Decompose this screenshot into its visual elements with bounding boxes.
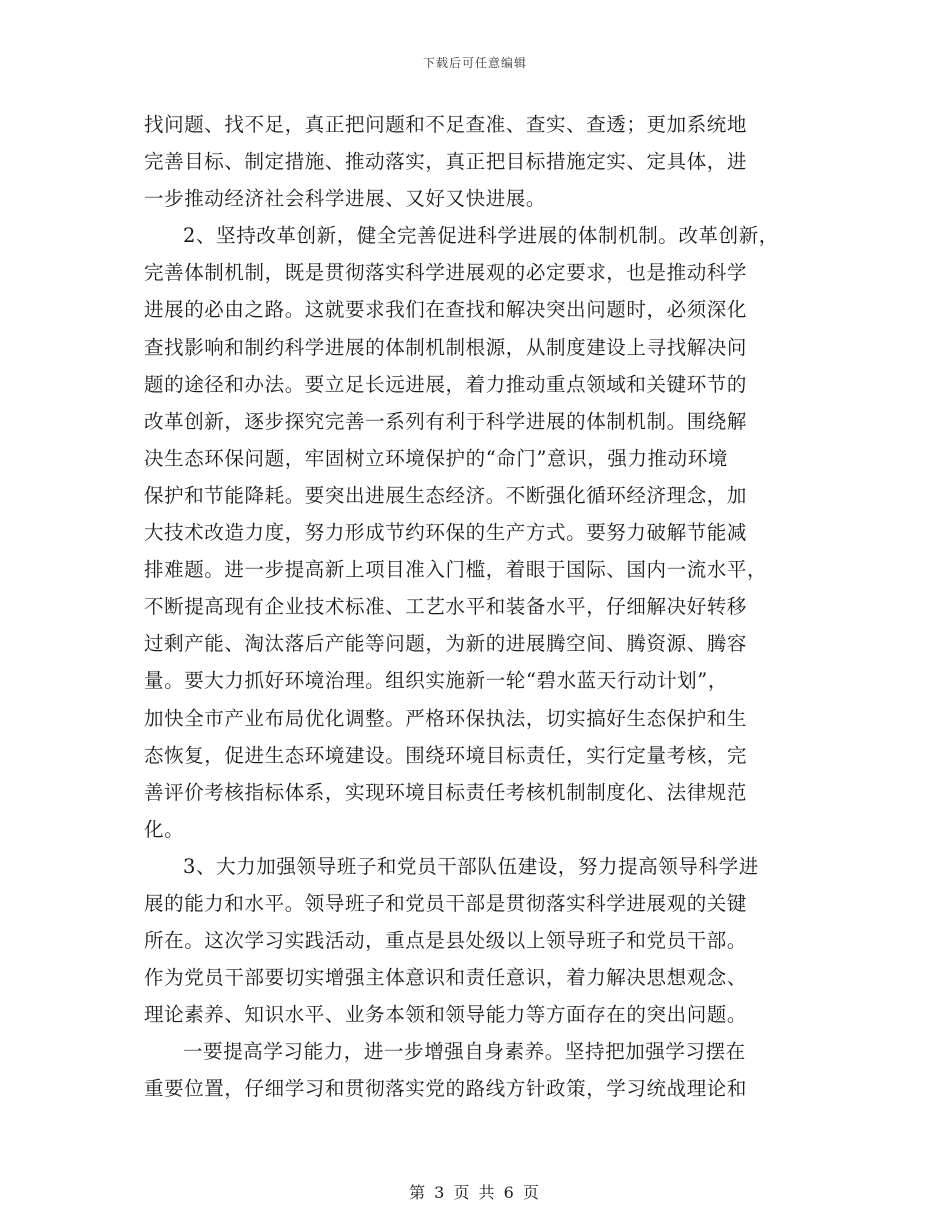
text-line: 一要提高学习能力，进一步增强自身素养。坚持把加强学习摆在: [183, 1040, 746, 1064]
text-line: 完善目标、制定措施、推动落实，真正把目标措施定实、定具体，进: [144, 150, 748, 174]
text-line: 态恢复，促进生态环境建设。围绕环境目标责任，实行定量考核，完: [144, 743, 748, 767]
text-line: 保护和节能降耗。要突出进展生态经济。不断强化循环经济理念，加: [144, 483, 748, 507]
text-line: 不断提高现有企业技术标准、工艺水平和装备水平，仔细解决好转移: [144, 595, 748, 619]
text-line: 量。要大力抓好环境治理。组织实施新一轮“碧水蓝天行动计划”，: [144, 669, 728, 693]
page-number: 第 3 页 共 6 页: [409, 1183, 541, 1202]
text-line: 排难题。进一步提高新上项目准入门槛，着眼于国际、国内一流水平，: [144, 558, 768, 582]
text-line: 善评价考核指标体系，实现环境目标责任考核机制制度化、法律规范: [144, 780, 748, 804]
text-line: 找问题、找不足，真正把问题和不足查准、查实、查透；更加系统地: [144, 113, 748, 136]
text-line: 查找影响和制约科学进展的体制机制根源，从制度建设上寻找解决问: [144, 335, 748, 359]
text-line: 过剩产能、淘汰落后产能等问题，为新的进展腾空间、腾资源、腾容: [144, 632, 748, 656]
document-body: [144, 106, 806, 1108]
text-line: 3、大力加强领导班子和党员干部队伍建设，努力提高领导科学进: [183, 854, 759, 878]
text-line: 展的能力和水平。领导班子和党员干部是贯彻落实科学进展观的关键: [144, 891, 748, 915]
text-line: 决生态环保问题，牢固树立环境保护的“命门”意识，强力推动环境: [144, 446, 728, 470]
text-line: 化。: [144, 817, 185, 841]
text-line: 完善体制机制，既是贯彻落实科学进展观的必定要求，也是推动科学: [144, 261, 748, 285]
page-header: 下载后可任意编辑: [422, 56, 527, 70]
text-line: 理论素养、知识水平、业务本领和领导能力等方面存在的突出问题。: [144, 1003, 748, 1027]
text-line: 2、坚持改革创新，健全完善促进科学进展的体制机制。改革创新，: [183, 224, 779, 248]
text-line: 进展的必由之路。这就要求我们在查找和解决突出问题时，必须深化: [144, 298, 748, 322]
text-line: 重要位置，仔细学习和贯彻落实党的路线方针政策，学习统战理论和: [144, 1077, 748, 1101]
text-line: 加快全市产业布局优化调整。严格环保执法，切实搞好生态保护和生: [144, 706, 748, 730]
text-line: 改革创新，逐步探究完善一系列有利于科学进展的体制机制。围绕解: [144, 409, 748, 433]
text-line: 大技术改造力度，努力形成节约环保的生产方式。要努力破解节能减: [144, 521, 748, 545]
text-line: 题的途径和办法。要立足长远进展，着力推动重点领域和关键环节的: [144, 372, 748, 396]
text-line: 所在。这次学习实践活动，重点是县处级以上领导班子和党员干部。: [144, 929, 748, 953]
text-line: 作为党员干部要切实增强主体意识和责任意识，着力解决思想观念、: [144, 966, 748, 990]
text-line: 一步推动经济社会科学进展、又好又快进展。: [144, 187, 547, 211]
